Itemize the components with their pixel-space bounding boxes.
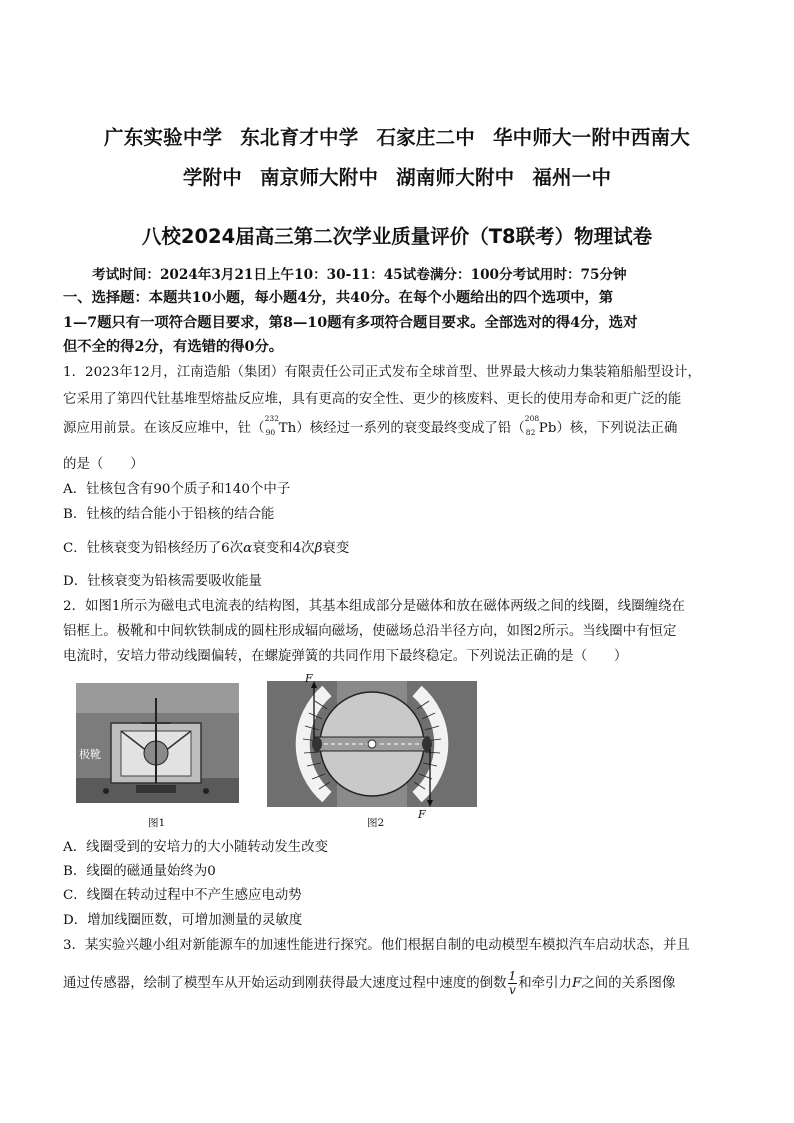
force-symbol: F — [572, 976, 582, 991]
exam-info: 考试时间：2024年3月21日上午10：30-11：45试卷满分：100分考试用时：75分钟 — [92, 267, 627, 283]
q1-stem: 的是（ ） — [63, 457, 144, 472]
force-label-bottom: F — [418, 808, 426, 821]
school-name: 广东实验中学 — [104, 126, 223, 149]
lead-atomic-number: 82 — [525, 428, 536, 437]
q3-stem — [63, 970, 675, 997]
lead-symbol: Pb — [538, 421, 557, 436]
q2-stem: 铝框上。极靴和中间软铁制成的圆柱形成辐向磁场，使磁场总沿半径方向，如图2所示。当线圈中有恒定 — [63, 624, 677, 639]
fraction-denominator: v — [508, 983, 516, 997]
q2-stem: 电流时，安培力带动线圈偏转，在螺旋弹簧的共同作用下最终稳定。下列说法正确的是（ ） — [63, 649, 628, 664]
q1-option-c-text: 衰变和4次 — [252, 541, 315, 556]
q2-option-b: B．线圈的磁通量始终为0 — [63, 864, 216, 879]
q1-option-c-text: C．钍核衰变为铅核经历了6次 — [63, 541, 244, 556]
school-name: 湖南师大附中 — [396, 166, 515, 189]
q1-stem: 1．2023年12月，江南造船（集团）有限责任公司正式发布全球首型、世界最大核动力集装箱船船型设计， — [63, 365, 701, 380]
figure-1-caption: 图1 — [148, 817, 166, 829]
figure-2-caption: 图2 — [367, 817, 385, 829]
q3-stem: 3．某实验兴趣小组对新能源车的加速性能进行探究。他们根据自制的电动模型车模拟汽车启动状态，并且 — [63, 938, 690, 953]
section-instructions: 但不全的得2分，有选错的得0分。 — [63, 339, 284, 355]
q2-stem: 2．如图1所示为磁电式电流表的结构图，其基本组成部分是磁体和放在磁体两级之间的线圈，线圈缠绕在 — [63, 599, 685, 614]
thorium-symbol: Th — [278, 421, 297, 436]
reciprocal-velocity-fraction — [508, 970, 518, 997]
lead-nuclide — [524, 414, 557, 437]
figure-1-galvanometer — [76, 683, 239, 803]
q1-stem-text: 源应用前景。在该反应堆中，钍（ — [63, 421, 265, 436]
school-name: 学附中 — [182, 166, 242, 189]
q1-stem — [63, 414, 678, 437]
section-instructions: 1—7题只有一项符合题目要求，第8—10题有多项符合题目要求。全部选对的得4分，选对 — [63, 315, 638, 331]
school-list-line2 — [0, 162, 794, 190]
school-name: 东北育才中学 — [240, 126, 359, 149]
beta-symbol: β — [314, 541, 323, 556]
fraction-numerator: 1 — [508, 969, 517, 983]
q3-stem-text: 之间的关系图像 — [581, 976, 676, 991]
q1-stem-text: ）核，下列说法正确 — [556, 421, 678, 436]
thorium-nuclide — [264, 414, 297, 437]
q1-option-c — [63, 537, 349, 556]
alpha-symbol: α — [243, 541, 253, 556]
school-name: 南京师大附中 — [259, 166, 379, 189]
exam-title: 八校2024届高三第二次学业质量评价（T8联考）物理试卷 — [141, 225, 653, 248]
q1-stem: 它采用了第四代钍基堆型熔盐反应堆，具有更高的安全性、更少的核废料、更长的使用寿命和更广泛的能 — [63, 392, 682, 407]
figure-2-radial-field — [267, 681, 477, 807]
q1-option-d: D．钍核衰变为铅核需要吸收能量 — [63, 574, 262, 589]
school-list-line1 — [0, 122, 794, 150]
q2-option-d: D．增加线圈匝数，可增加测量的灵敏度 — [63, 913, 303, 928]
q2-option-c: C．线圈在转动过程中不产生感应电动势 — [63, 888, 302, 903]
school-name: 华中师大一附中西南大 — [492, 126, 690, 149]
galvanometer-photo — [76, 683, 239, 803]
thorium-atomic-number: 90 — [265, 428, 276, 437]
section-instructions: 一、选择题：本题共10小题，每小题4分，共40分。在每个小题给出的四个选项中，第 — [63, 290, 614, 306]
q1-option-c-text: 衰变 — [322, 541, 350, 556]
q1-option-a: A．钍核包含有90个质子和140个中子 — [63, 482, 291, 497]
radial-field-diagram — [267, 681, 477, 807]
school-name: 石家庄二中 — [376, 126, 475, 149]
q3-stem-text: 通过传感器，绘制了模型车从开始运动到刚获得最大速度过程中速度的倒数 — [63, 976, 507, 991]
q3-stem-text: 和牵引力 — [518, 976, 572, 991]
q1-stem-text: ）核经过一系列的衰变最终变成了铅（ — [296, 421, 525, 436]
q2-option-a: A．线圈受到的安培力的大小随转动发生改变 — [63, 840, 329, 855]
thorium-mass-number: 232 — [264, 414, 280, 423]
lead-mass-number: 208 — [524, 414, 540, 423]
school-name: 福州一中 — [532, 166, 612, 189]
q1-option-b: B．钍核的结合能小于铅核的结合能 — [63, 507, 275, 522]
pole-shoe-label: 极靴 — [79, 748, 101, 761]
force-label-top: F — [305, 672, 313, 685]
